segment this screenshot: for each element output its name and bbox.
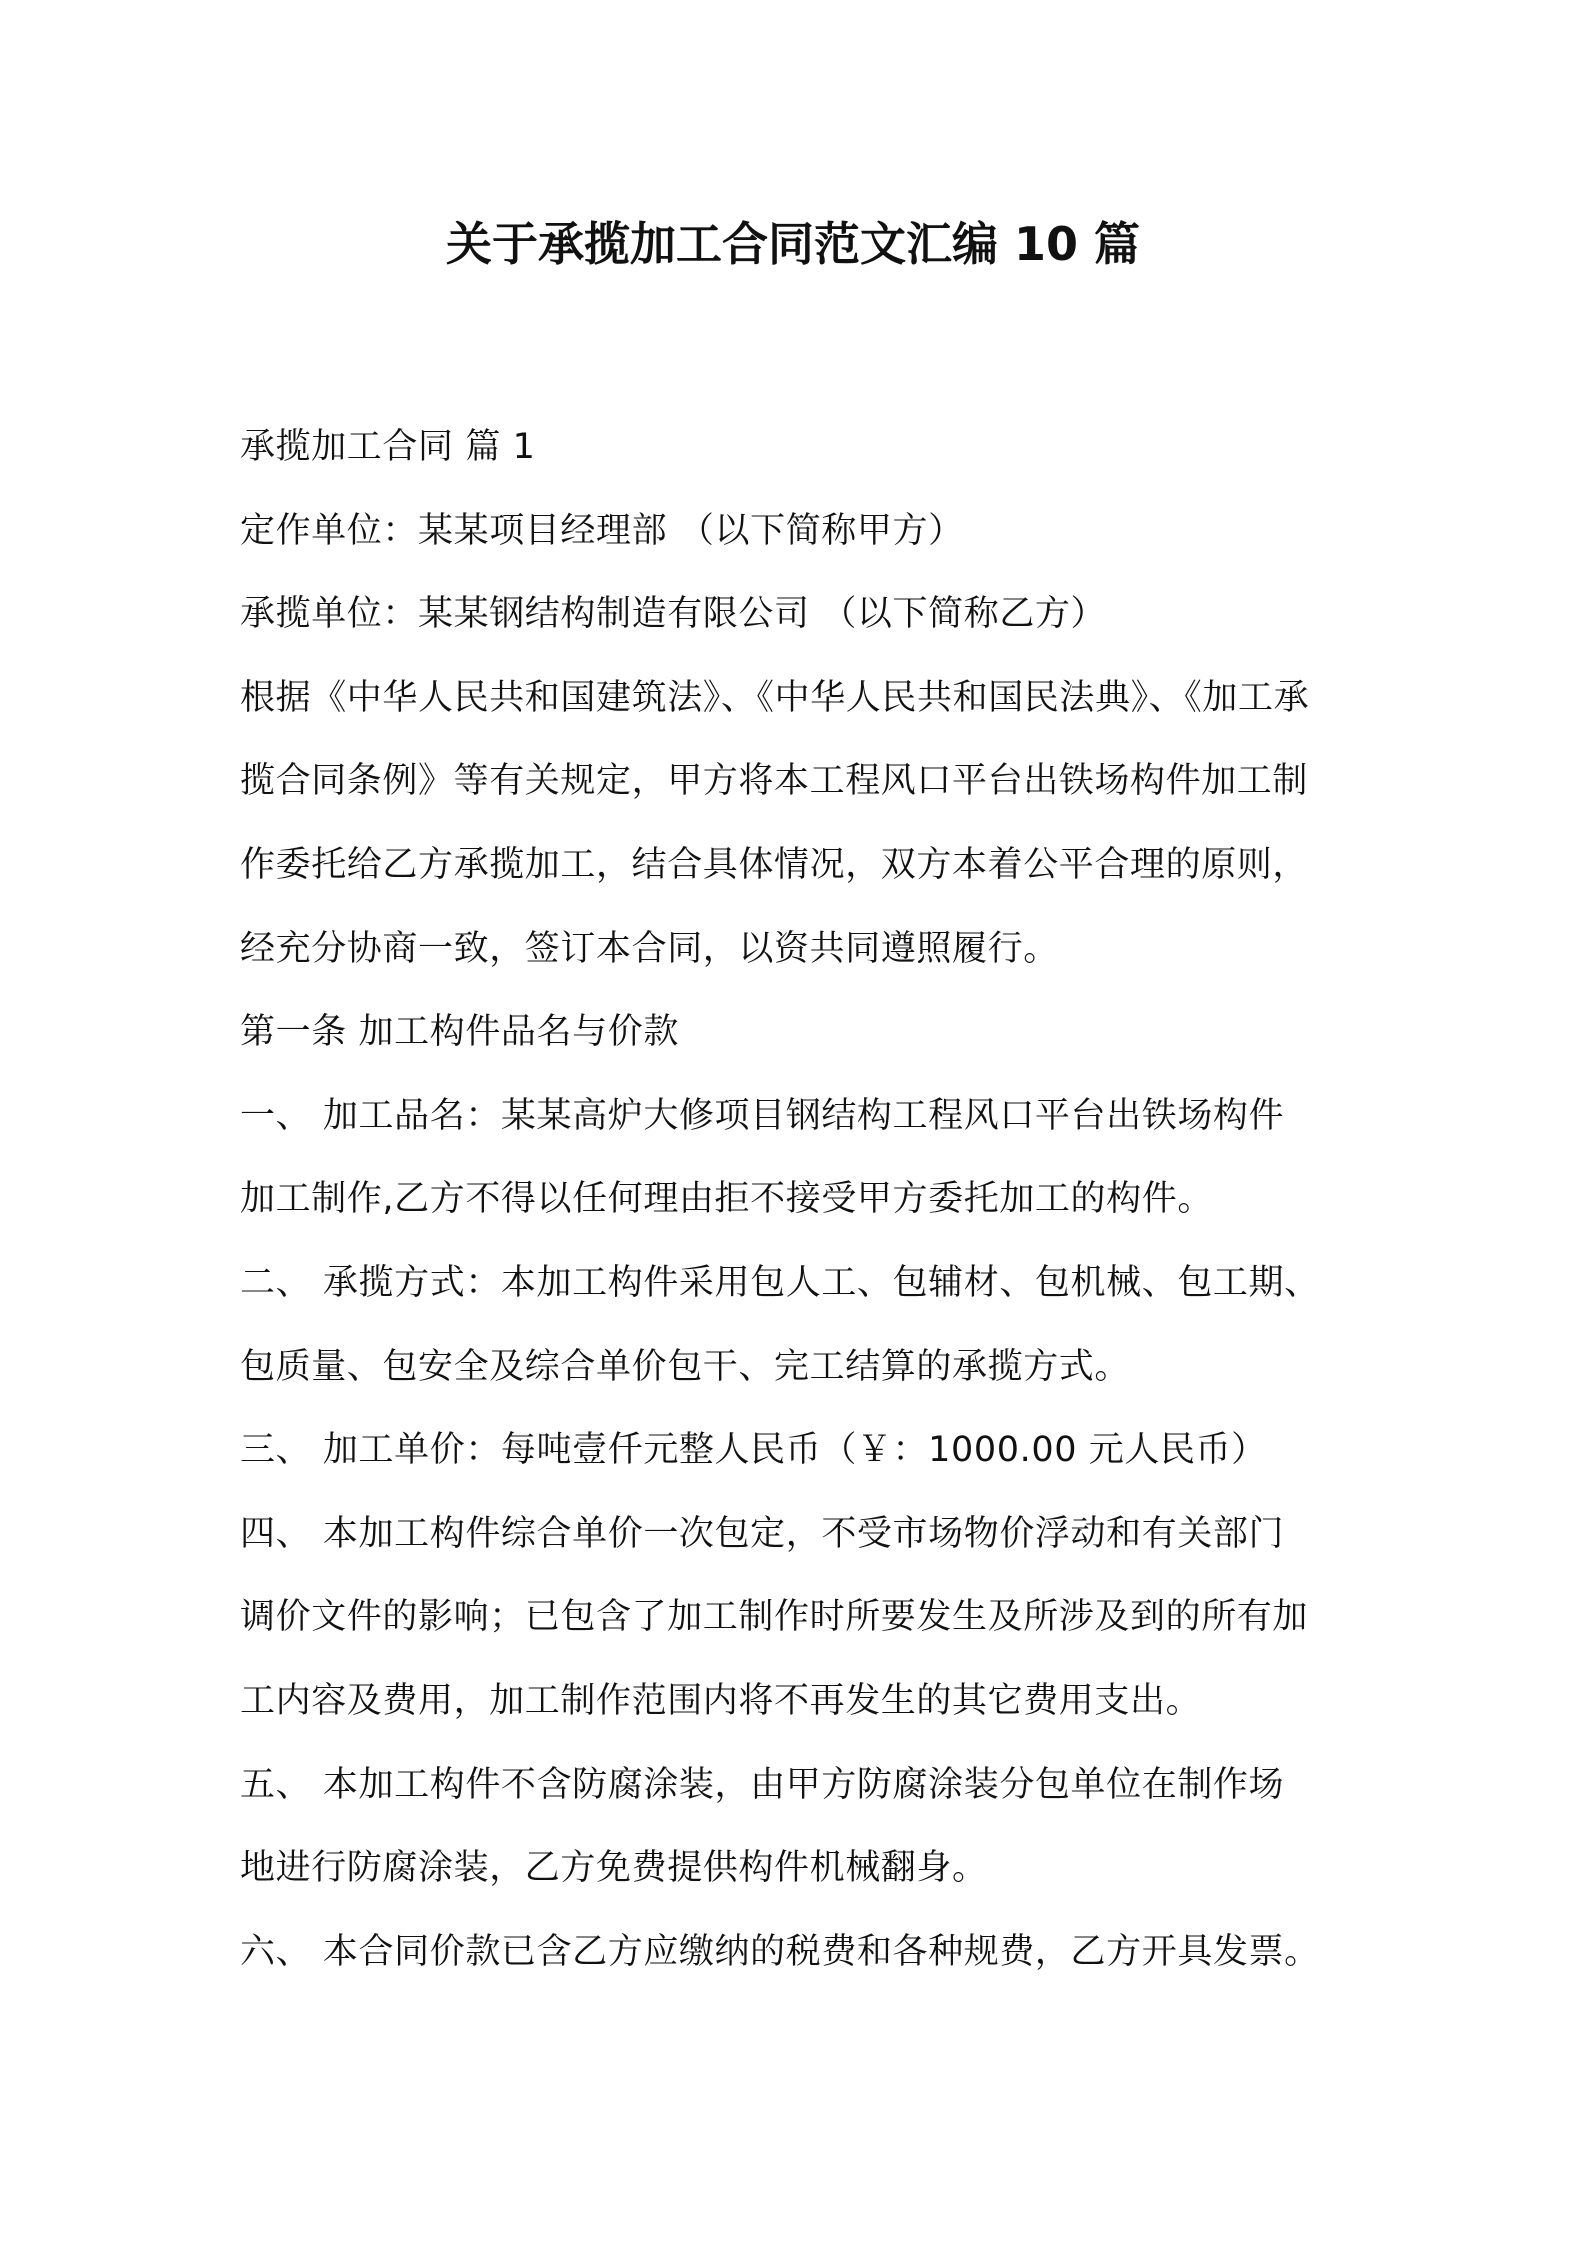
paragraph-line: 揽合同条例》等有关规定，甲方将本工程风口平台出铁场构件加工制 <box>240 761 1309 802</box>
party-a-line: 定作单位：某某项目经理部 （以下简称甲方） <box>240 510 964 551</box>
clause-line: 包质量、包安全及综合单价包干、完工结算的承揽方式。 <box>240 1346 1131 1387</box>
clause-line: 一、 加工品名：某某高炉大修项目钢结构工程风口平台出铁场构件 <box>240 1095 1285 1136</box>
clause-line: 三、 加工单价：每吨壹仟元整人民币（￥：1000.00 元人民币） <box>240 1430 1267 1471</box>
clause-line: 四、 本加工构件综合单价一次包定，不受市场物价浮动和有关部门 <box>240 1513 1285 1554</box>
clause-line: 工内容及费用，加工制作范围内将不再发生的其它费用支出。 <box>240 1680 1202 1721</box>
clause-line: 加工制作,乙方不得以任何理由拒不接受甲方委托加工的构件。 <box>240 1179 1213 1220</box>
document-title: 关于承揽加工合同范文汇编 10 篇 <box>445 217 1141 271</box>
clause-line: 调价文件的影响；已包含了加工制作时所要发生及所涉及到的所有加 <box>240 1597 1309 1638</box>
paragraph-line: 作委托给乙方承揽加工，结合具体情况，双方本着公平合理的原则， <box>240 844 1309 885</box>
section-heading: 承揽加工合同 篇 1 <box>240 427 536 467</box>
party-b-line: 承揽单位：某某钢结构制造有限公司 （以下简称乙方） <box>240 594 1107 635</box>
clause-line: 五、 本加工构件不含防腐涂装，由甲方防腐涂装分包单位在制作场 <box>240 1764 1285 1805</box>
paragraph-line: 根据《中华人民共和国建筑法》、《中华人民共和国民法典》、《加工承 <box>240 677 1310 718</box>
clause-line: 地进行防腐涂装，乙方免费提供构件机械翻身。 <box>240 1848 988 1889</box>
clause-line: 二、 承揽方式：本加工构件采用包人工、包辅材、包机械、包工期、 <box>240 1262 1320 1303</box>
clause-line: 六、 本合同价款已含乙方应缴纳的税费和各种规费，乙方开具发票。 <box>240 1931 1320 1972</box>
article-heading: 第一条 加工构件品名与价款 <box>240 1012 679 1053</box>
document-body <box>240 406 1380 1994</box>
paragraph-line: 经充分协商一致，签订本合同，以资共同遵照履行。 <box>240 928 1059 969</box>
